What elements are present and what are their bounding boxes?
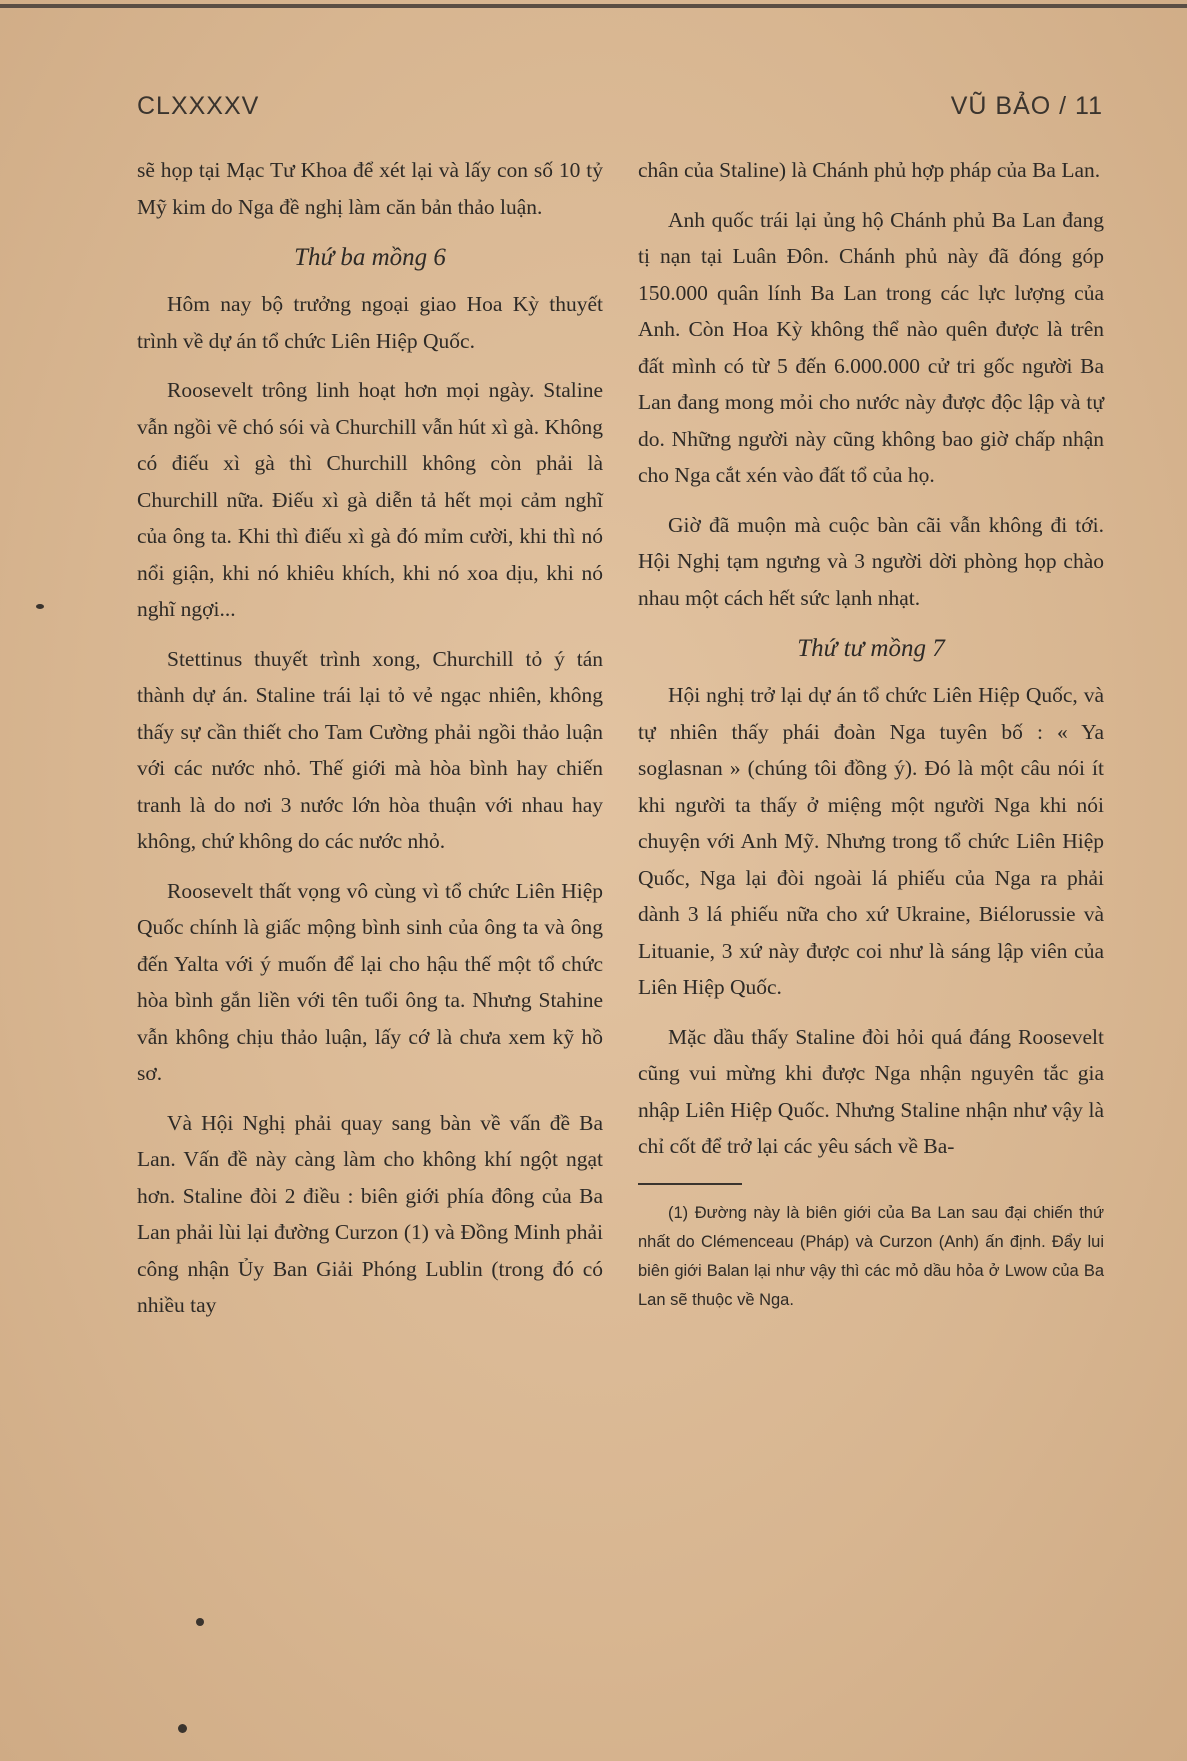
section-heading: Thứ tư mồng 7 bbox=[797, 635, 945, 662]
paragraph: Roosevelt thất vọng vô cùng vì tổ chức Liên Hiệp Quốc chính là giấc mộng bình sinh của ông ta và ông đến Yalta với ý muốn để lại cho hậu thế một tổ chức hòa bình gắn liền với tên tuổi ông ta. Nhưng Stahine vẫn không chịu thảo luận, lấy cớ là chưa xem kỹ hồ sơ. bbox=[137, 878, 603, 1085]
page-author-and-number: VŨ BẢO / 11 bbox=[950, 92, 1103, 120]
paragraph: Stettinus thuyết trình xong, Churchill tỏ ý tán thành dự án. Staline trái lại tỏ vẻ ngạc nhiên, không thấy sự cần thiết cho Tam Cường phải ngồi thảo luận với các nước nhỏ. Thế giới mà hòa bình hay chiến tranh là do nơi 3 nước lớn hòa thuận với nhau hay không, chứ không do các nước nhỏ. bbox=[137, 646, 603, 853]
left-column bbox=[137, 152, 603, 1337]
ink-speck bbox=[178, 1724, 187, 1733]
paragraph: chân của Staline) là Chánh phủ hợp pháp của Ba Lan. bbox=[638, 158, 1101, 182]
footnote-divider bbox=[638, 1183, 742, 1185]
paragraph: Hội nghị trở lại dự án tổ chức Liên Hiệp Quốc, và tự nhiên thấy phái đoàn Nga tuyên bố : « Ya soglasnan » (chúng tôi đồng ý). Đó là một câu nói ít khi người ta thấy ở miệng một người Nga khi nói chuyện với Anh Mỹ. Nhưng trong tổ chức Liên Hiệp Quốc, Nga lại đòi ngoài lá phiếu của Nga ra phải dành 3 lá phiếu nữa cho xứ Ukraine, Biélorussie và Lituanie, 3 xứ này được coi như là sáng lập viên của Liên Hiệp Quốc. bbox=[638, 683, 1104, 999]
top-edge-rule bbox=[0, 4, 1187, 8]
paragraph: sẽ họp tại Mạc Tư Khoa để xét lại và lấy con số 10 tỷ Mỹ kim do Nga đề nghị làm căn bản thảo luận. bbox=[137, 158, 603, 219]
paragraph: Anh quốc trái lại ủng hộ Chánh phủ Ba Lan đang tị nạn tại Luân Đôn. Chánh phủ này đã đóng góp 150.000 quân lính Ba Lan trong các lực lượng của Anh. Còn Hoa Kỳ không thể nào quên được là trên đất mình có từ 5 đến 6.000.000 cử tri gốc người Ba Lan đang mong mỏi cho nước này được độc lập và tự do. Những người này cũng không bao giờ chấp nhận cho Nga cắt xén vào đất tổ của họ. bbox=[638, 207, 1104, 487]
ink-speck bbox=[36, 604, 44, 609]
section-heading: Thứ ba mồng 6 bbox=[294, 244, 446, 271]
right-column bbox=[638, 152, 1104, 1328]
paragraph: Và Hội Nghị phải quay sang bàn về vấn đề Ba Lan. Vấn đề này càng làm cho không khí ngột ngạt hơn. Staline đòi 2 điều : biên giới phía đông của Ba Lan phải lùi lại đường Curzon (1) và Đồng Minh phải công nhận Ủy Ban Giải Phóng Lublin (trong đó có nhiều tay bbox=[137, 1110, 603, 1317]
paragraph: Giờ đã muộn mà cuộc bàn cãi vẫn không đi tới. Hội Nghị tạm ngưng và 3 người dời phòng họp chào nhau một cách hết sức lạnh nhạt. bbox=[638, 512, 1104, 610]
footnote: (1) Đường này là biên giới của Ba Lan sau đại chiến thứ nhất do Clémenceau (Pháp) và Curzon (Anh) ấn định. Đẩy lui biên giới Balan lại như vậy thì các mỏ dầu hỏa ở Lwow của Ba Lan sẽ thuộc về Nga. bbox=[638, 1203, 1104, 1309]
paragraph: Roosevelt trông linh hoạt hơn mọi ngày. Staline vẫn ngồi vẽ chó sói và Churchill vẫn hút xì gà. Không có điếu xì gà thì Churchill không còn phải là Churchill nữa. Điếu xì gà diễn tả hết mọi cảm nghĩ của ông ta. Khi thì điếu xì gà đó mỉm cười, khi thì nó nổi giận, khi nó khiêu khích, khi nó xoa dịu, khi nó nghĩ ngợi... bbox=[137, 378, 603, 621]
paragraph: Hôm nay bộ trưởng ngoại giao Hoa Kỳ thuyết trình về dự án tổ chức Liên Hiệp Quốc. bbox=[137, 292, 603, 353]
ink-speck bbox=[196, 1618, 204, 1626]
paragraph: Mặc dầu thấy Staline đòi hỏi quá đáng Roosevelt cũng vui mừng khi được Nga nhận nguyên tắc gia nhập Liên Hiệp Quốc. Nhưng Staline nhận như vậy là chỉ cốt để trở lại các yêu sách về Ba- bbox=[638, 1024, 1104, 1158]
page-section-number: CLXXXXV bbox=[137, 92, 260, 120]
